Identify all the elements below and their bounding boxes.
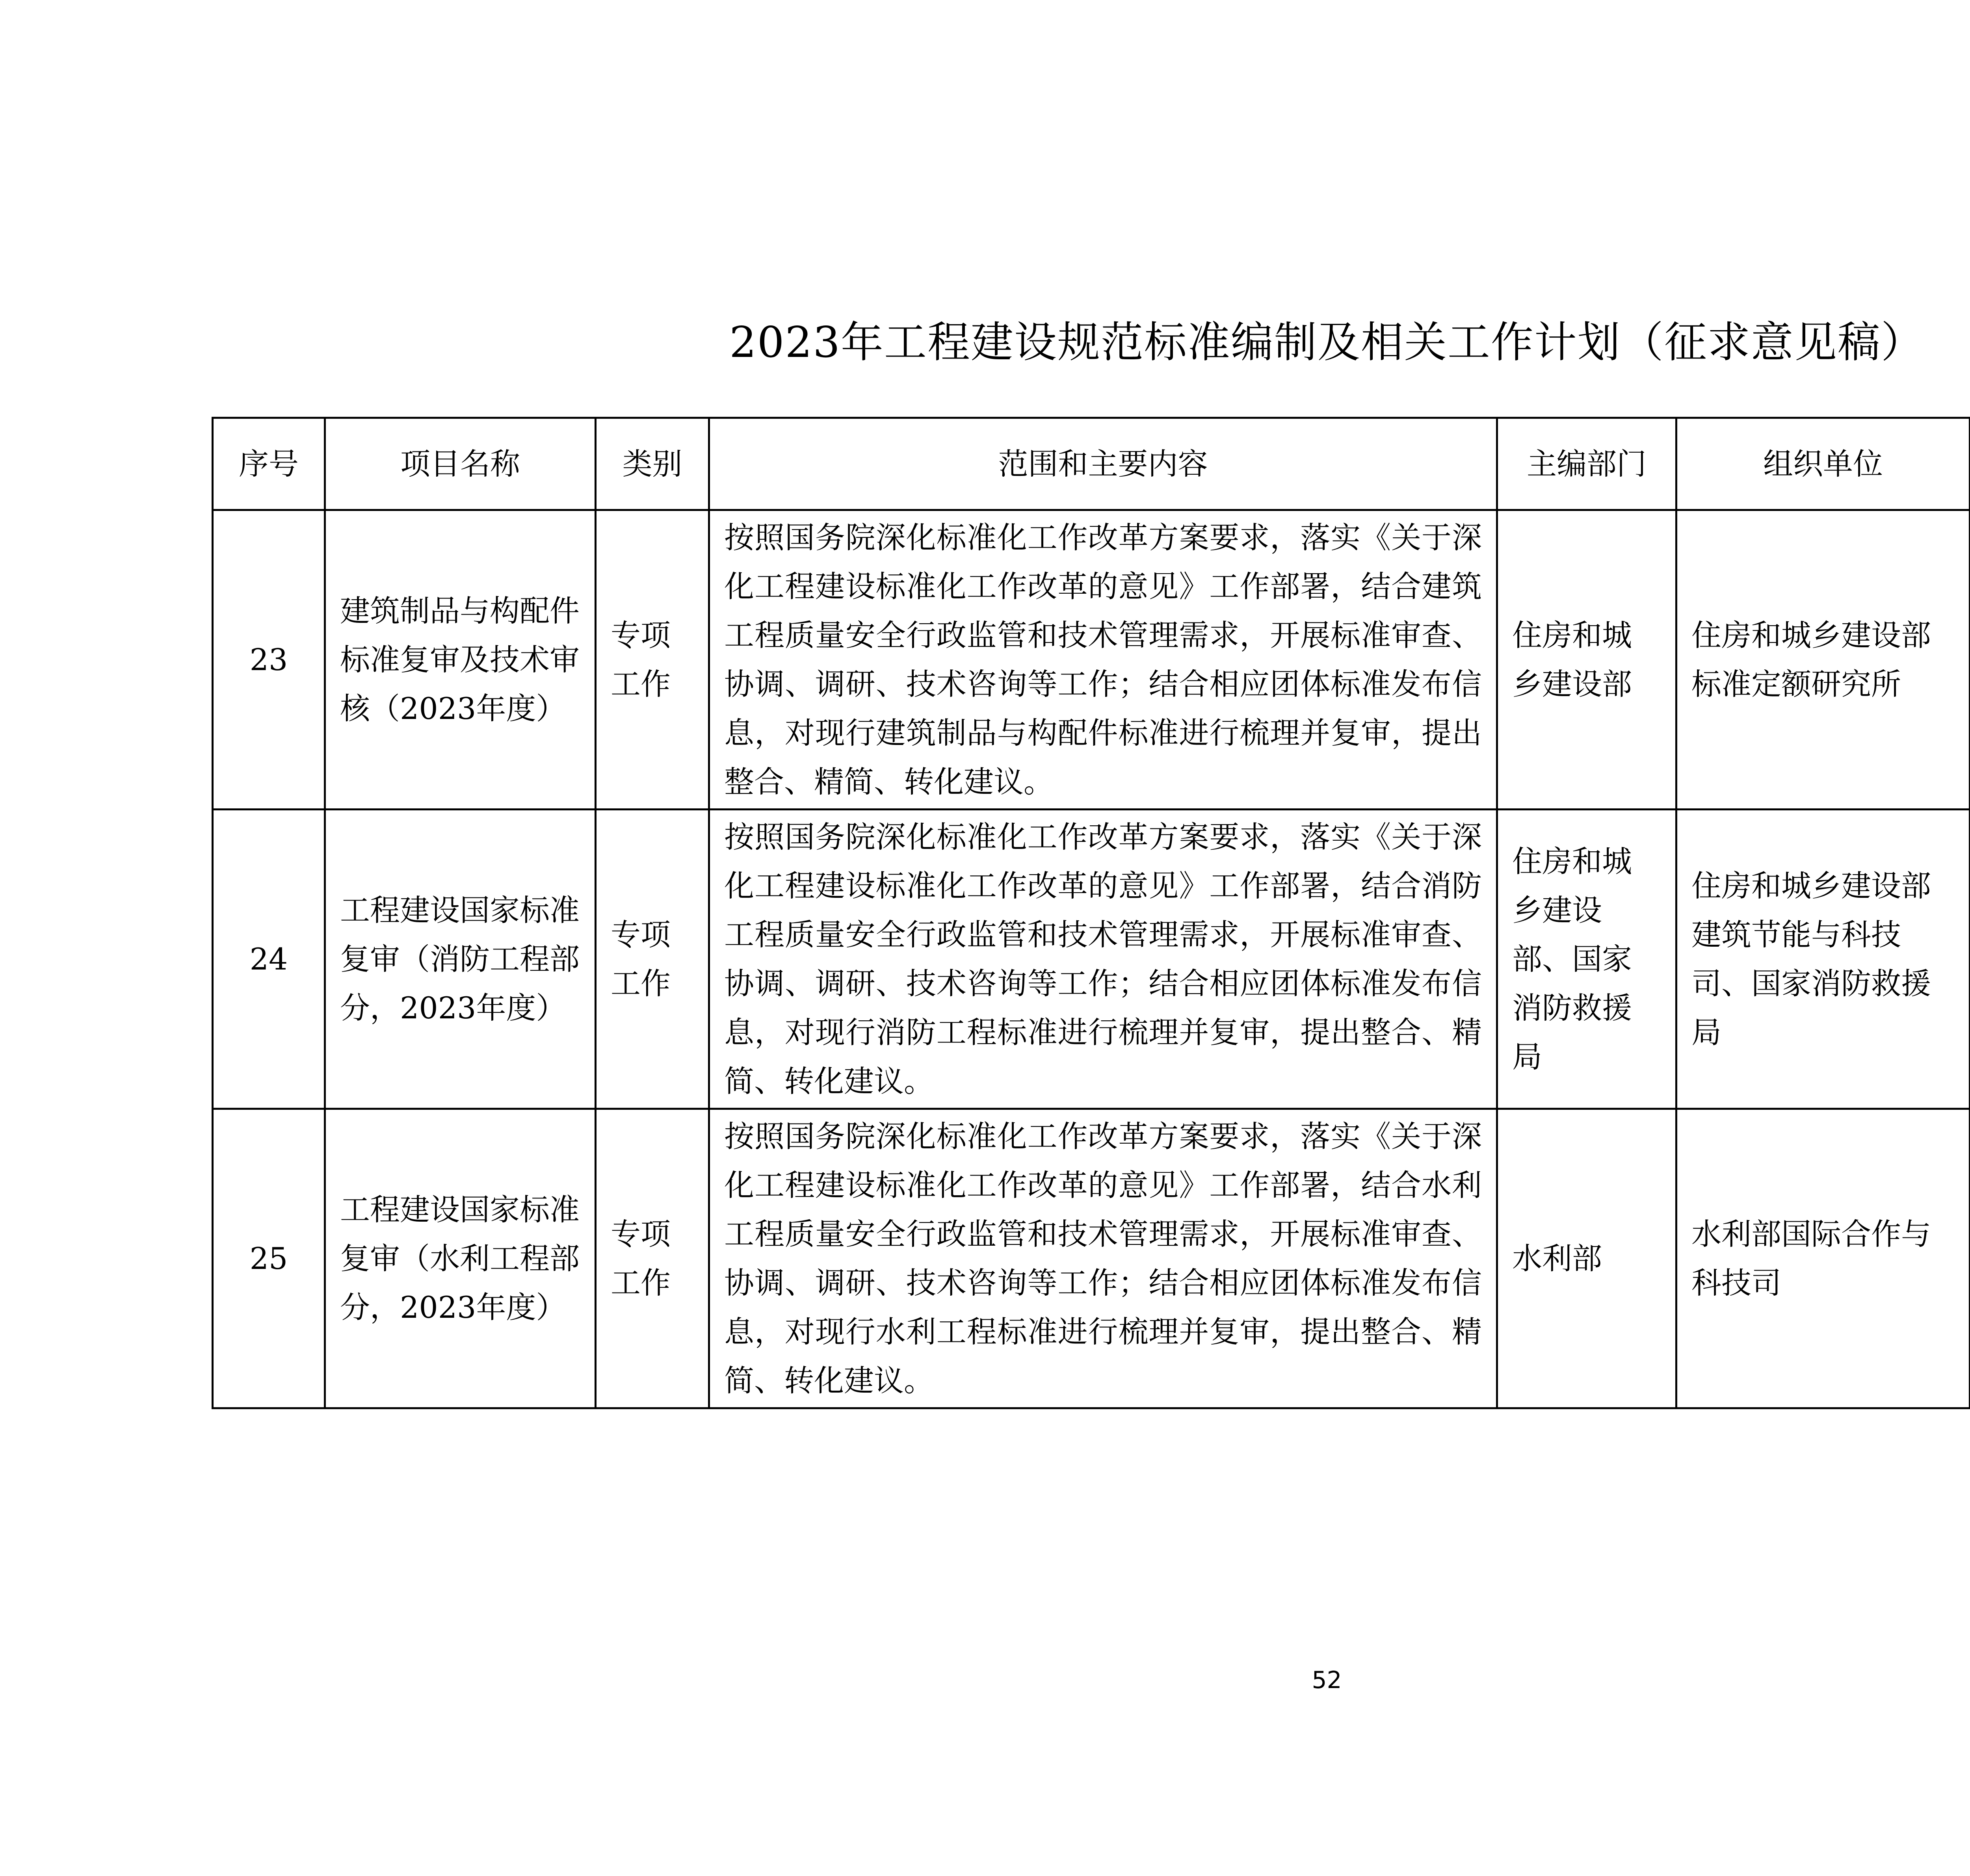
cell-organizer: 住房和城乡建设部标准定额研究所 bbox=[1676, 510, 1970, 810]
cell-organizer: 水利部国际合作与科技司 bbox=[1676, 1109, 1970, 1408]
cell-lead-dept: 住房和城乡建设部 bbox=[1497, 510, 1676, 810]
cell-project-name: 工程建设国家标准复审（消防工程部分，2023年度） bbox=[325, 810, 596, 1109]
page-title: 2023年工程建设规范标准编制及相关工作计划（征求意见稿） bbox=[729, 318, 1924, 367]
table-row bbox=[213, 510, 1970, 810]
cell-organizer: 住房和城乡建设部建筑节能与科技司、国家消防救援局 bbox=[1676, 810, 1970, 1109]
page-number: 52 bbox=[1312, 1666, 1342, 1694]
header-scope: 范围和主要内容 bbox=[709, 418, 1497, 510]
cell-no: 24 bbox=[213, 810, 325, 1109]
header-lead-dept: 主编部门 bbox=[1497, 418, 1676, 510]
cell-lead-dept: 住房和城乡建设部、国家消防救援局 bbox=[1497, 810, 1676, 1109]
table-row bbox=[213, 810, 1970, 1109]
cell-project-name: 建筑制品与构配件标准复审及技术审核（2023年度） bbox=[325, 510, 596, 810]
work-plan-table bbox=[212, 417, 1970, 1409]
cell-scope: 按照国务院深化标准化工作改革方案要求，落实《关于深化工程建设标准化工作改革的意见》工作部署，结合建筑工程质量安全行政监管和技术管理需求，开展标准审查、协调、调研、技术咨询等工作；结合相应团体标准发布信息，对现行建筑制品与构配件标准进行梳理并复审，提出整合、精简、转化建议。 bbox=[709, 510, 1497, 810]
cell-category: 专项工作 bbox=[596, 1109, 709, 1408]
header-project-name: 项目名称 bbox=[325, 418, 596, 510]
header-organizer: 组织单位 bbox=[1676, 418, 1970, 510]
cell-no: 23 bbox=[213, 510, 325, 810]
table-header-row bbox=[213, 418, 1970, 510]
cell-lead-dept: 水利部 bbox=[1497, 1109, 1676, 1408]
header-no: 序号 bbox=[213, 418, 325, 510]
cell-scope: 按照国务院深化标准化工作改革方案要求，落实《关于深化工程建设标准化工作改革的意见》工作部署，结合消防工程质量安全行政监管和技术管理需求，开展标准审查、协调、调研、技术咨询等工作；结合相应团体标准发布信息，对现行消防工程标准进行梳理并复审，提出整合、精简、转化建议。 bbox=[709, 810, 1497, 1109]
header-category: 类别 bbox=[596, 418, 709, 510]
table-row bbox=[213, 1109, 1970, 1408]
cell-category: 专项工作 bbox=[596, 810, 709, 1109]
cell-category: 专项工作 bbox=[596, 510, 709, 810]
cell-no: 25 bbox=[213, 1109, 325, 1408]
cell-scope: 按照国务院深化标准化工作改革方案要求，落实《关于深化工程建设标准化工作改革的意见》工作部署，结合水利工程质量安全行政监管和技术管理需求，开展标准审查、协调、调研、技术咨询等工作；结合相应团体标准发布信息，对现行水利工程标准进行梳理并复审，提出整合、精简、转化建议。 bbox=[709, 1109, 1497, 1408]
cell-project-name: 工程建设国家标准复审（水利工程部分，2023年度） bbox=[325, 1109, 596, 1408]
